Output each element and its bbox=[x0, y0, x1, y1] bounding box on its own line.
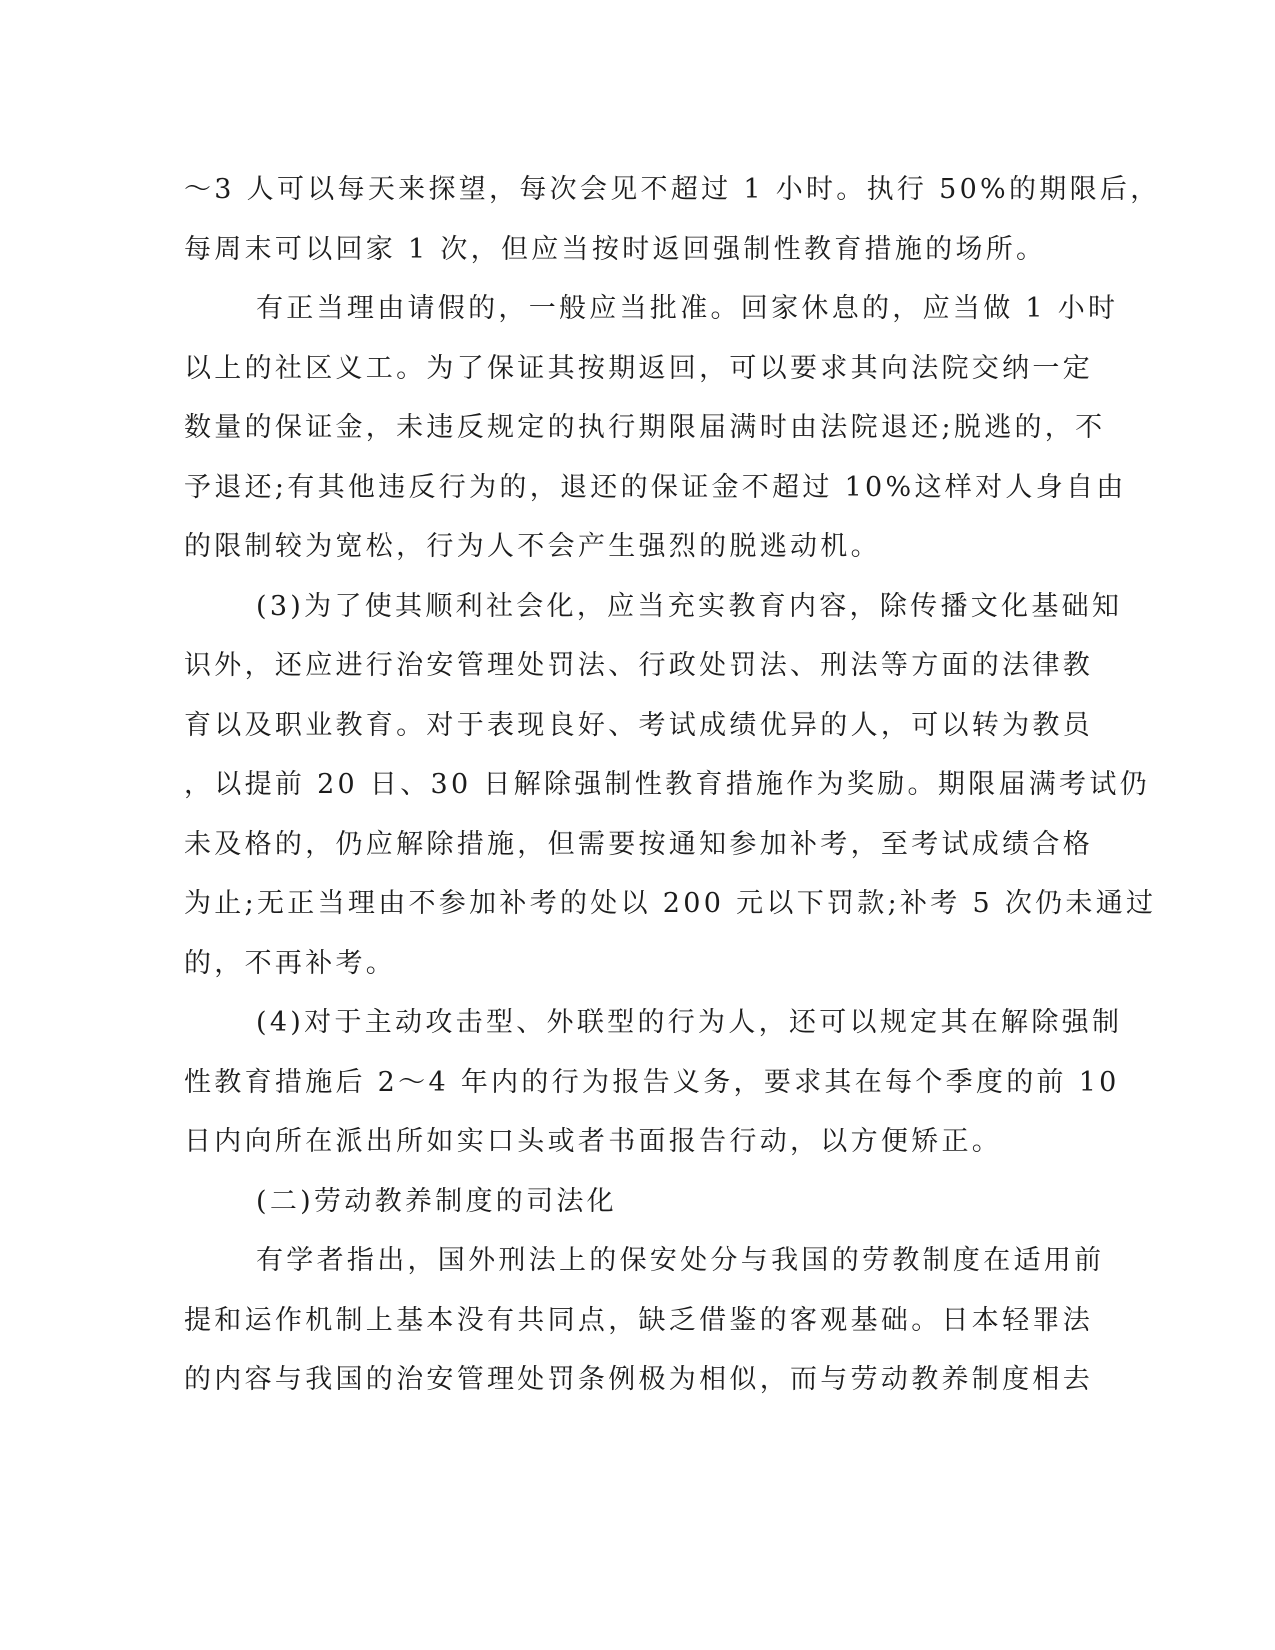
text-line: 有正当理由请假的，一般应当批准。回家休息的，应当做 1 小时 bbox=[256, 293, 1119, 324]
text-line: 每周末可以回家 1 次，但应当按时返回强制性教育措施的场所。 bbox=[184, 233, 1047, 265]
text-line: 数量的保证金，未违反规定的执行期限届满时由法院退还;脱逃的，不 bbox=[184, 412, 1106, 443]
text-line: ～3 人可以每天来探望，每次会见不超过 1 小时。执行 50%的期限后， bbox=[184, 174, 1161, 205]
section-heading: (二)劳动教养制度的司法化 bbox=[256, 1185, 617, 1217]
text-line: 性教育措施后 2～4 年内的行为报告义务，要求其在每个季度的前 10 bbox=[184, 1066, 1120, 1098]
text-line: 识外，还应进行治安管理处罚法、行政处罚法、刑法等方面的法律教 bbox=[184, 650, 1093, 681]
text-line: 的，不再补考。 bbox=[184, 947, 397, 979]
text-line: 的内容与我国的治安管理处罚条例极为相似，而与劳动教养制度相去 bbox=[184, 1364, 1093, 1395]
text-line: ，以提前 20 日、30 日解除强制性教育措施作为奖励。期限届满考试仍 bbox=[184, 769, 1150, 800]
text-line: 未及格的，仍应解除措施，但需要按通知参加补考，至考试成绩合格 bbox=[184, 828, 1093, 860]
text-line: 有学者指出，国外刑法上的保安处分与我国的劳教制度在适用前 bbox=[256, 1245, 1105, 1276]
text-line: 的限制较为宽松，行为人不会产生强烈的脱逃动机。 bbox=[184, 531, 881, 562]
text-line: 提和运作机制上基本没有共同点，缺乏借鉴的客观基础。日本轻罪法 bbox=[184, 1304, 1093, 1336]
text-line: (4)对于主动攻击型、外联型的行为人，还可以规定其在解除强制 bbox=[256, 1007, 1123, 1038]
text-line: 日内向所在派出所如实口头或者书面报告行动，以方便矫正。 bbox=[184, 1126, 1003, 1157]
body-text bbox=[184, 160, 1161, 1410]
text-line: 为止;无正当理由不参加补考的处以 200 元以下罚款;补考 5 次仍未通过 bbox=[184, 888, 1157, 919]
text-line: 予退还;有其他违反行为的，退还的保证金不超过 10%这样对人身自由 bbox=[184, 471, 1127, 503]
text-line: (3)为了使其顺利社会化，应当充实教育内容，除传播文化基础知 bbox=[256, 590, 1123, 622]
text-line: 以上的社区义工。为了保证其按期返回，可以要求其向法院交纳一定 bbox=[184, 352, 1093, 384]
text-line: 育以及职业教育。对于表现良好、考试成绩优异的人，可以转为教员 bbox=[184, 709, 1093, 741]
